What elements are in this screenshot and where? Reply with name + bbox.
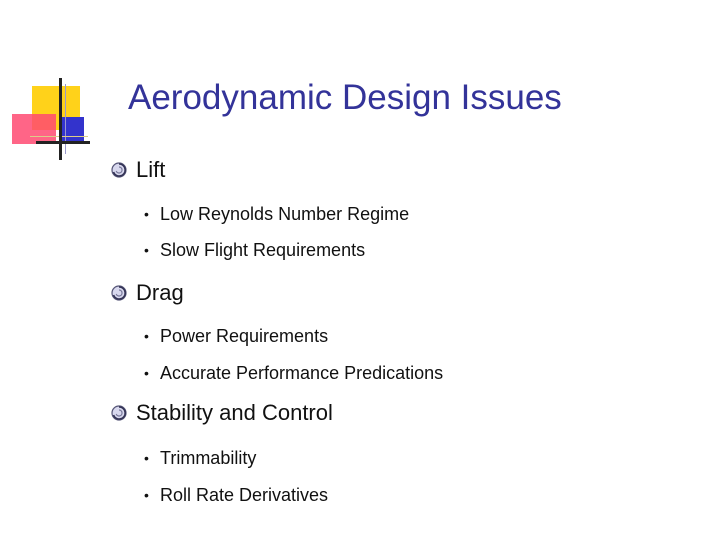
sub-bullet-item	[144, 483, 328, 507]
decor-vertical-line	[59, 78, 62, 160]
slide-title: Aerodynamic Design Issues	[128, 78, 562, 117]
sub-bullet-label: Trimmability	[160, 448, 257, 468]
dot-bullet-icon: •	[144, 365, 149, 381]
bullet-item-stability-and-control	[110, 399, 333, 427]
swirl-bullet-icon	[110, 161, 128, 179]
sub-bullet-label: Roll Rate Derivatives	[160, 485, 329, 505]
sub-bullet-item	[144, 446, 256, 470]
decor-red-rectangle	[12, 114, 56, 144]
bullet-item-drag	[110, 279, 184, 307]
dot-bullet-icon: •	[144, 242, 149, 258]
bullet-label: Lift	[136, 157, 166, 182]
bullet-label: Stability and Control	[136, 400, 333, 425]
sub-bullet-label: Accurate Performance Predications	[160, 363, 444, 383]
sub-bullet-item	[144, 238, 365, 262]
swirl-bullet-icon	[110, 284, 128, 302]
sub-bullet-label: Power Requirements	[160, 326, 329, 346]
dot-bullet-icon: •	[144, 487, 149, 503]
dot-bullet-icon: •	[144, 450, 149, 466]
sub-bullet-item	[144, 324, 328, 348]
sub-bullet-label: Slow Flight Requirements	[160, 240, 366, 260]
bullet-item-lift	[110, 156, 165, 184]
dot-bullet-icon: •	[144, 206, 149, 222]
sub-bullet-item	[144, 202, 409, 226]
dot-bullet-icon: •	[144, 328, 149, 344]
sub-bullet-item	[144, 361, 443, 385]
sub-bullet-label: Low Reynolds Number Regime	[160, 204, 410, 224]
decor-horizontal-line	[36, 141, 90, 144]
bullet-label: Drag	[136, 280, 184, 305]
swirl-bullet-icon	[110, 404, 128, 422]
